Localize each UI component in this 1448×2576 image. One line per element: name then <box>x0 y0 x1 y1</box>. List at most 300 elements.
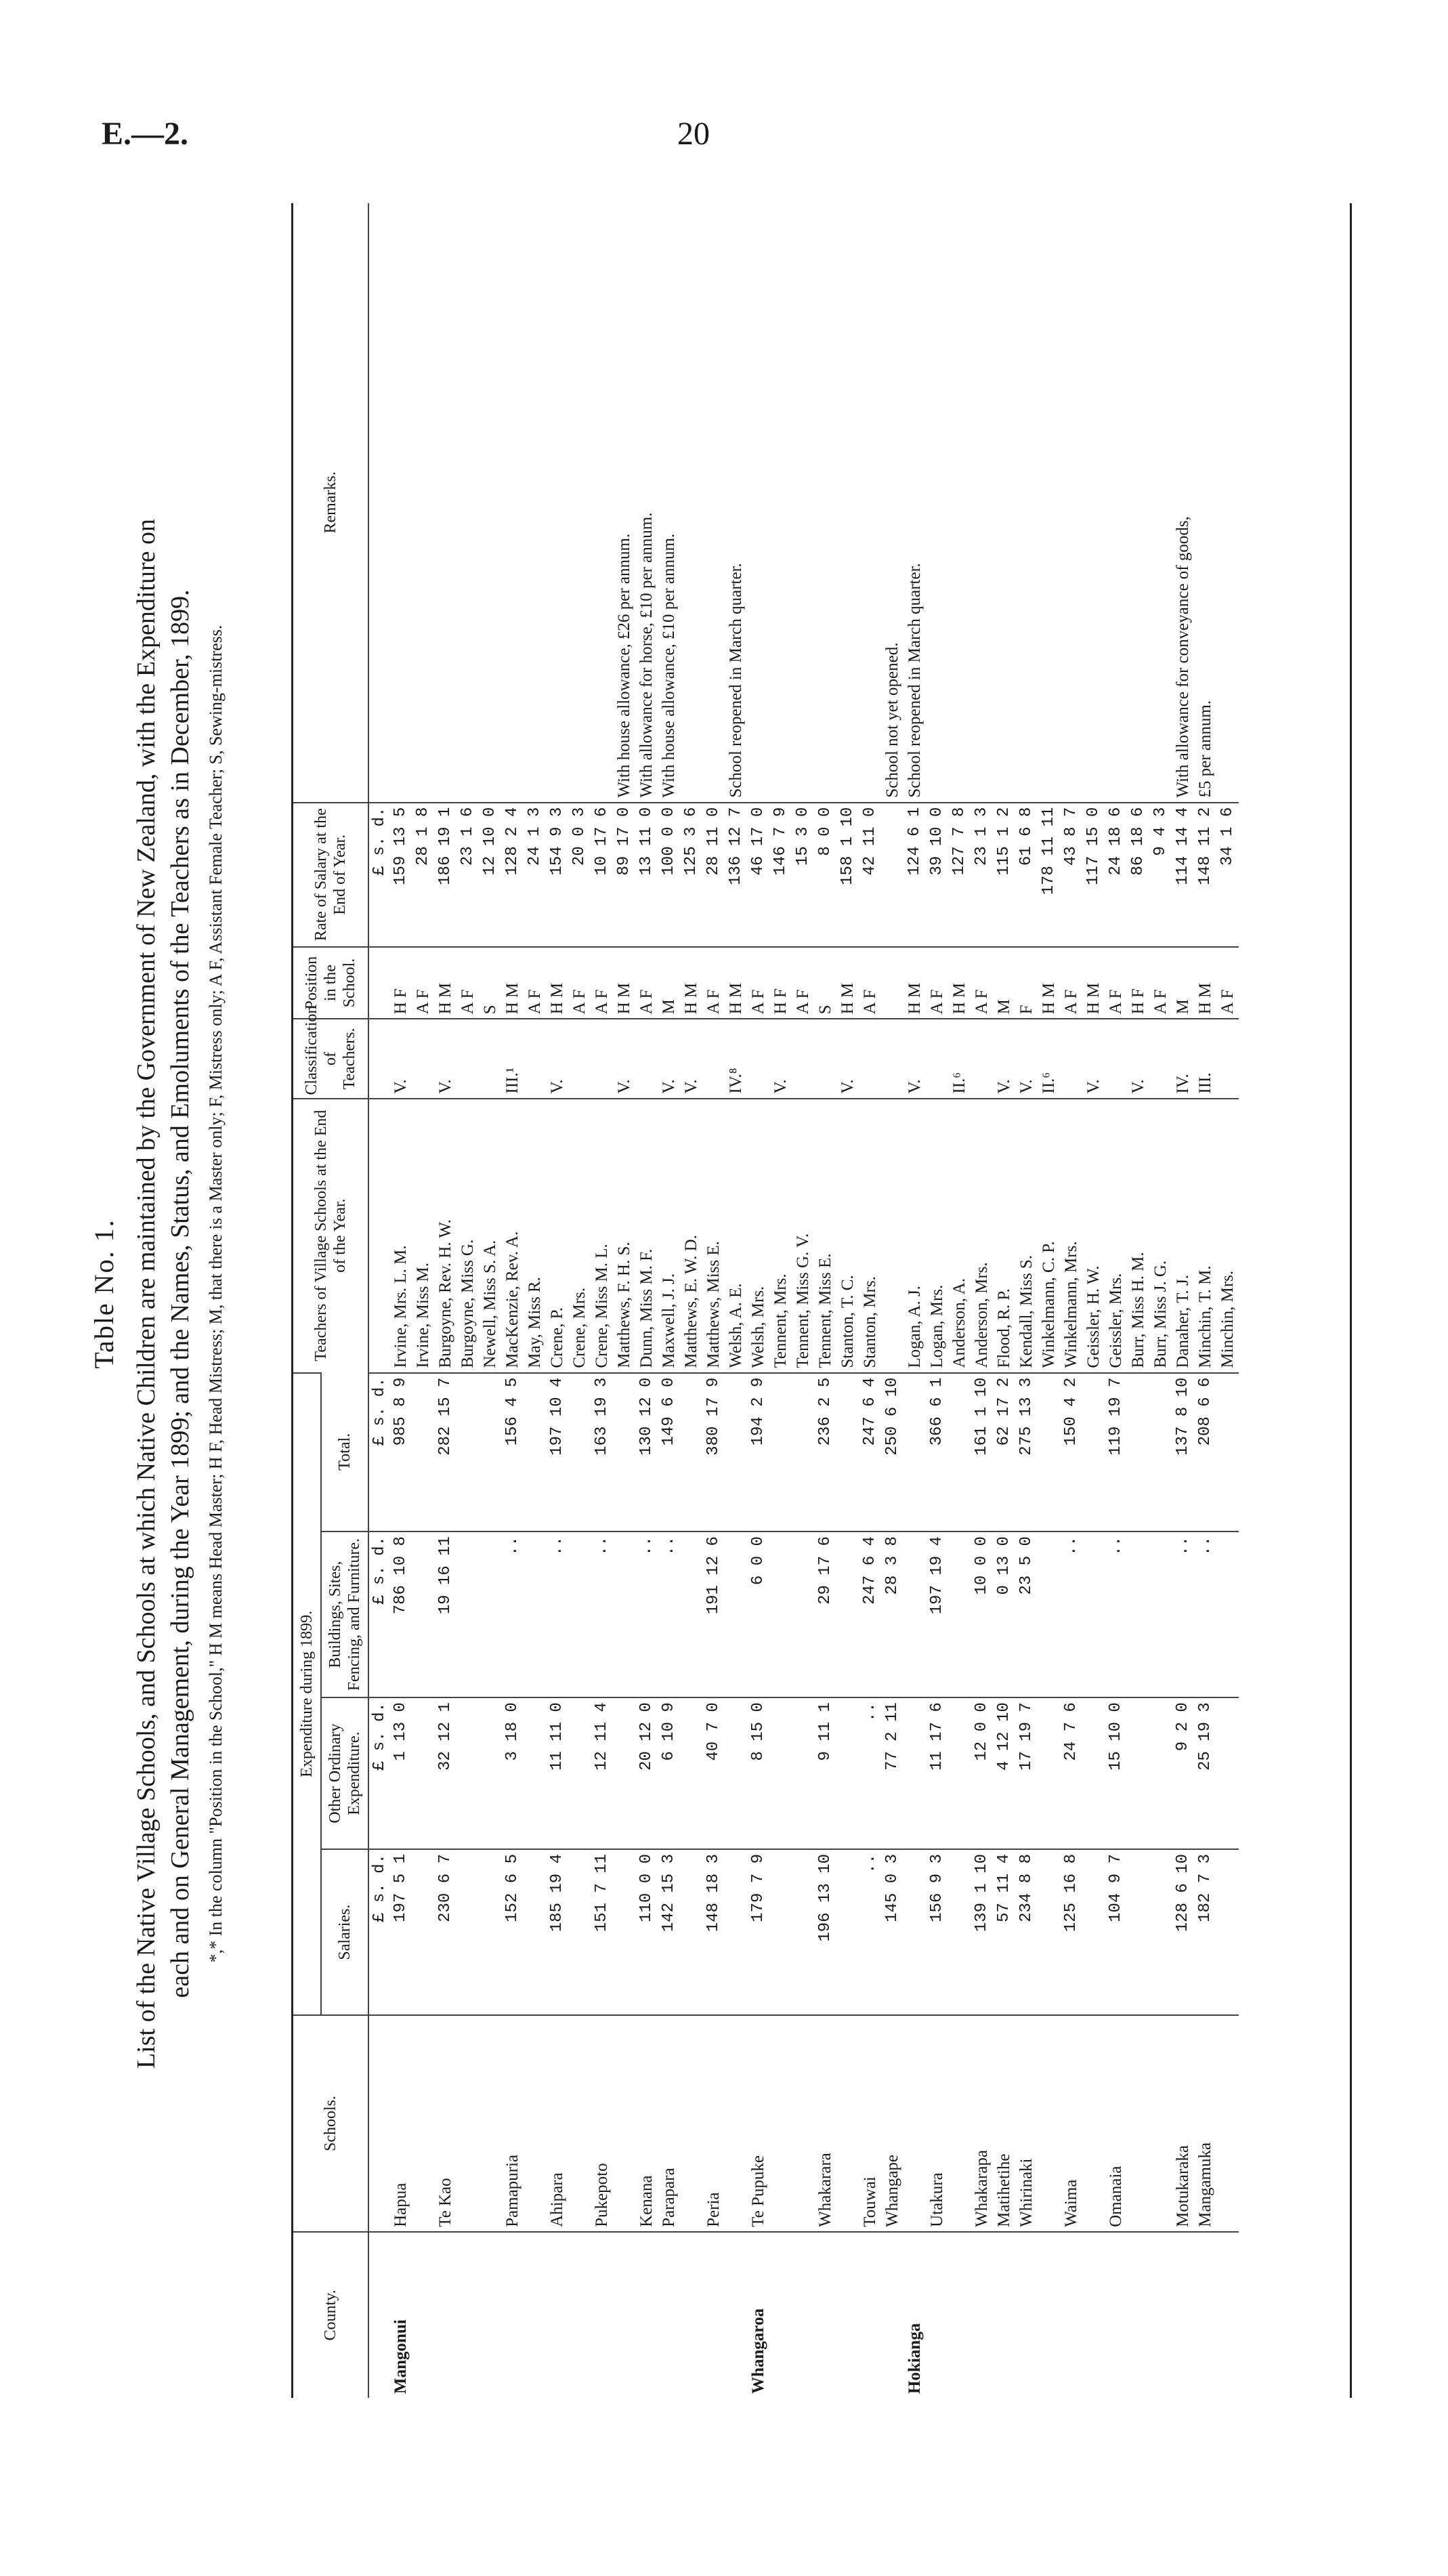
cell-position: A F <box>456 947 479 1019</box>
cell-school <box>1127 2015 1149 2232</box>
cell-rate: 159 13 5 <box>389 803 412 947</box>
cell-teacher: Burgoyne, Miss G. <box>456 1099 479 1373</box>
cell-other-expenditure: 9 11 1 <box>814 1697 836 1849</box>
cell-teacher: Welsh, A. E. <box>725 1099 747 1373</box>
cell-school <box>680 2015 702 2232</box>
cell-teacher: Matthews, Miss E. <box>702 1099 725 1373</box>
col-rate: Rate of Salary at the End of Year. <box>293 803 368 947</box>
cell-county <box>725 2232 747 2398</box>
cell-rate: 23 1 6 <box>456 803 479 947</box>
cell-total <box>412 1373 434 1532</box>
cell-total <box>1038 1373 1060 1532</box>
cell-county <box>1038 2232 1060 2398</box>
cell-rate: 43 8 7 <box>1060 803 1082 947</box>
col-salaries: Salaries. <box>321 1849 368 2015</box>
cell-total: 156 4 5 <box>501 1373 524 1532</box>
cell-county <box>993 2232 1015 2398</box>
cell-remarks: With allowance for horse, £10 per annum. <box>637 512 656 798</box>
cell-county: Mangonui <box>389 2232 412 2398</box>
cell-position: H M <box>948 947 971 1019</box>
cell-classification: V. <box>769 1019 792 1098</box>
cell-remarks <box>971 203 993 803</box>
cell-other-expenditure <box>1216 1697 1239 1849</box>
cell-remarks <box>1082 203 1105 803</box>
cell-buildings: .. <box>1105 1532 1127 1697</box>
col-classification: Classification of Teachers. <box>293 1019 368 1098</box>
col-total: Total. <box>321 1373 368 1532</box>
cell-teacher: Tennent, Miss E. <box>814 1099 836 1373</box>
cell-salaries: 125 16 8 <box>1060 1849 1082 2015</box>
cell-classification <box>479 1019 501 1098</box>
cell-county <box>613 2232 635 2398</box>
cell-salaries: 156 9 3 <box>926 1849 948 2015</box>
cell-other-expenditure <box>524 1697 546 1849</box>
cell-classification: V. <box>836 1019 859 1098</box>
cell-salaries <box>903 1849 926 2015</box>
table-row <box>814 203 836 2398</box>
cell-rate: 100 0 0 <box>658 803 680 947</box>
table-row <box>725 203 747 2398</box>
cell-rate: 42 11 0 <box>859 803 881 947</box>
cell-remarks <box>1060 203 1082 803</box>
cell-position: H M <box>434 947 456 1019</box>
cell-buildings <box>948 1532 971 1697</box>
cell-salaries: 145 0 3 <box>881 1849 903 2015</box>
cell-school <box>1149 2015 1172 2232</box>
cell-classification: V. <box>993 1019 1015 1098</box>
cell-classification: V. <box>1082 1019 1105 1098</box>
cell-county <box>680 2232 702 2398</box>
cell-county <box>814 2232 836 2398</box>
cell-rate: 24 18 6 <box>1105 803 1127 947</box>
cell-buildings: .. <box>591 1532 613 1697</box>
cell-salaries <box>680 1849 702 2015</box>
cell-salaries <box>524 1849 546 2015</box>
cell-rate: 186 19 1 <box>434 803 456 947</box>
cell-total <box>836 1373 859 1532</box>
cell-buildings: .. <box>546 1532 568 1697</box>
table-row <box>971 203 993 2398</box>
cell-rate: 8 0 0 <box>814 803 836 947</box>
cell-county <box>434 2232 456 2398</box>
cell-teacher: Crene, P. <box>546 1099 568 1373</box>
cell-total: 380 17 9 <box>702 1373 725 1532</box>
cell-rate: 13 11 0 <box>635 803 658 947</box>
table-row <box>635 203 658 2398</box>
cell-other-expenditure <box>769 1697 792 1849</box>
cell-rate: 20 0 3 <box>568 803 591 947</box>
cell-teacher <box>881 1099 903 1373</box>
table-row <box>1149 203 1172 2398</box>
cell-salaries <box>1216 1849 1239 2015</box>
cell-rate: 128 2 4 <box>501 803 524 947</box>
units-buildings: £ s. d. <box>368 1532 389 1697</box>
cell-total <box>769 1373 792 1532</box>
cell-buildings <box>792 1532 814 1697</box>
cell-classification: V. <box>680 1019 702 1098</box>
cell-total <box>948 1373 971 1532</box>
cell-buildings: .. <box>1060 1532 1082 1697</box>
cell-other-expenditure <box>1127 1697 1149 1849</box>
cell-other-expenditure <box>903 1697 926 1849</box>
cell-school: Hapua <box>389 2015 412 2232</box>
cell-position: M <box>1172 947 1194 1019</box>
cell-classification <box>971 1019 993 1098</box>
table-row <box>1015 203 1038 2398</box>
cell-school <box>948 2015 971 2232</box>
cell-buildings: .. <box>658 1532 680 1697</box>
cell-buildings: 0 13 0 <box>993 1532 1015 1697</box>
table-row <box>881 203 903 2398</box>
cell-rate: 89 17 0 <box>613 803 635 947</box>
cell-school: Mangamuka <box>1194 2015 1216 2232</box>
cell-teacher: Matthews, F. H. S. <box>613 1099 635 1373</box>
cell-teacher: May, Miss R. <box>524 1099 546 1373</box>
cell-remarks <box>546 203 568 803</box>
cell-position: M <box>993 947 1015 1019</box>
table-row <box>456 203 479 2398</box>
cell-total: 163 19 3 <box>591 1373 613 1532</box>
cell-position: H M <box>1082 947 1105 1019</box>
cell-school <box>479 2015 501 2232</box>
cell-buildings <box>568 1532 591 1697</box>
cell-county <box>546 2232 568 2398</box>
cell-classification <box>1060 1019 1082 1098</box>
cell-buildings <box>1038 1532 1060 1697</box>
cell-position: A F <box>635 947 658 1019</box>
cell-position: A F <box>412 947 434 1019</box>
cell-teacher: Danaher, T. J. <box>1172 1099 1194 1373</box>
cell-remarks <box>859 203 881 803</box>
cell-school: Utakura <box>926 2015 948 2232</box>
cell-other-expenditure: 12 11 4 <box>591 1697 613 1849</box>
table-row <box>769 203 792 2398</box>
table-row <box>1127 203 1149 2398</box>
cell-buildings: 786 10 8 <box>389 1532 412 1697</box>
cell-rate: 115 1 2 <box>993 803 1015 947</box>
cell-buildings <box>412 1532 434 1697</box>
cell-remarks: School reopened in March quarter. <box>727 563 745 798</box>
cell-rate: 114 14 4 <box>1172 803 1194 947</box>
cell-other-expenditure <box>725 1697 747 1849</box>
cell-rate: 148 11 2 <box>1194 803 1216 947</box>
cell-rate: 136 12 7 <box>725 803 747 947</box>
cell-school <box>412 2015 434 2232</box>
cell-rate: 61 6 8 <box>1015 803 1038 947</box>
cell-total: 161 1 10 <box>971 1373 993 1532</box>
cell-school <box>1216 2015 1239 2232</box>
table-title-line-2: each and on General Management, during the Year 1899; and the Names, Status, and Emoluments of the Teachers as in December, 1899. <box>166 589 194 1998</box>
cell-rate: 117 15 0 <box>1082 803 1105 947</box>
cell-other-expenditure <box>836 1697 859 1849</box>
cell-other-expenditure: 77 2 11 <box>881 1697 903 1849</box>
table-row <box>747 203 769 2398</box>
cell-salaries <box>568 1849 591 2015</box>
cell-classification <box>859 1019 881 1098</box>
cell-total <box>792 1373 814 1532</box>
cell-other-expenditure: .. <box>859 1697 881 1849</box>
cell-position: H M <box>613 947 635 1019</box>
cell-total <box>1082 1373 1105 1532</box>
cell-county: Whangaroa <box>747 2232 769 2398</box>
cell-teacher: Tennent, Mrs. <box>769 1099 792 1373</box>
cell-rate: 28 11 0 <box>702 803 725 947</box>
cell-school <box>568 2015 591 2232</box>
cell-rate: 34 1 6 <box>1216 803 1239 947</box>
cell-remarks <box>926 203 948 803</box>
cell-classification: III.¹ <box>501 1019 524 1098</box>
cell-remarks <box>747 203 769 803</box>
cell-rate: 127 7 8 <box>948 803 971 947</box>
cell-total: 119 19 7 <box>1105 1373 1127 1532</box>
cell-total: 250 6 10 <box>881 1373 903 1532</box>
table-body <box>368 203 1239 2398</box>
cell-position <box>881 947 903 1019</box>
cell-school: Motukaraka <box>1172 2015 1194 2232</box>
cell-teacher: Winkelmann, Mrs. <box>1060 1099 1082 1373</box>
cell-buildings <box>1127 1532 1149 1697</box>
cell-county <box>1127 2232 1149 2398</box>
table-title-block <box>88 190 284 2398</box>
cell-classification: V. <box>903 1019 926 1098</box>
cell-other-expenditure: 32 12 1 <box>434 1697 456 1849</box>
cell-school <box>1082 2015 1105 2232</box>
cell-total: 275 13 3 <box>1015 1373 1038 1532</box>
cell-school <box>836 2015 859 2232</box>
cell-teacher: Stanton, Mrs. <box>859 1099 881 1373</box>
cell-school: Parapara <box>658 2015 680 2232</box>
table-row <box>568 203 591 2398</box>
cell-remarks <box>993 203 1015 803</box>
col-county: County. <box>293 2232 368 2398</box>
cell-school: Kenana <box>635 2015 658 2232</box>
cell-position: H M <box>1194 947 1216 1019</box>
cell-position: A F <box>702 947 725 1019</box>
cell-county <box>1015 2232 1038 2398</box>
cell-teacher: Minchin, T. M. <box>1194 1099 1216 1373</box>
cell-classification: V. <box>389 1019 412 1098</box>
cell-buildings: .. <box>1172 1532 1194 1697</box>
cell-teacher: Geissler, H. W. <box>1082 1099 1105 1373</box>
cell-position: A F <box>591 947 613 1019</box>
schools-table <box>291 203 1352 2398</box>
cell-other-expenditure: 15 10 0 <box>1105 1697 1127 1849</box>
cell-classification <box>1216 1019 1239 1098</box>
cell-rate: 124 6 1 <box>903 803 926 947</box>
cell-total: 137 8 10 <box>1172 1373 1194 1532</box>
table-row <box>836 203 859 2398</box>
cell-buildings: 23 5 0 <box>1015 1532 1038 1697</box>
cell-teacher: Burr, Miss J. G. <box>1149 1099 1172 1373</box>
units-empty-county <box>368 2232 389 2398</box>
cell-total <box>1149 1373 1172 1532</box>
cell-county <box>591 2232 613 2398</box>
cell-total: 130 12 0 <box>635 1373 658 1532</box>
cell-position: H M <box>680 947 702 1019</box>
cell-classification <box>1105 1019 1127 1098</box>
cell-other-expenditure <box>792 1697 814 1849</box>
cell-buildings <box>836 1532 859 1697</box>
table-row <box>1038 203 1060 2398</box>
table-row <box>434 203 456 2398</box>
cell-buildings <box>1216 1532 1239 1697</box>
cell-other-expenditure <box>1082 1697 1105 1849</box>
cell-buildings <box>725 1532 747 1697</box>
cell-salaries: 185 19 4 <box>546 1849 568 2015</box>
cell-position: A F <box>1216 947 1239 1019</box>
cell-remarks: With house allowance, £26 per annum. <box>615 533 633 798</box>
cell-classification <box>635 1019 658 1098</box>
cell-rate: 12 10 0 <box>479 803 501 947</box>
cell-rate: 9 4 3 <box>1149 803 1172 947</box>
cell-other-expenditure: 11 11 0 <box>546 1697 568 1849</box>
position-footnote: *,* In the column "Position in the School," H M means Head Master; H F, Head Mistress; M, that there is a Master only; F, Mistress only; A F, Assistant Female Teacher; S, Sewing-mistress. <box>206 625 226 1963</box>
cell-salaries <box>412 1849 434 2015</box>
cell-county <box>836 2232 859 2398</box>
cell-salaries <box>836 1849 859 2015</box>
units-empty-pos <box>368 947 389 1019</box>
cell-classification <box>881 1019 903 1098</box>
table-row <box>903 203 926 2398</box>
cell-position: H F <box>1127 947 1149 1019</box>
cell-classification <box>814 1019 836 1098</box>
cell-remarks <box>948 203 971 803</box>
col-other-expenditure: Other Ordinary Expenditure. <box>321 1697 368 1849</box>
cell-position: A F <box>1105 947 1127 1019</box>
cell-salaries <box>1127 1849 1149 2015</box>
cell-classification <box>412 1019 434 1098</box>
cell-position: A F <box>747 947 769 1019</box>
cell-teacher: MacKenzie, Rev. A. <box>501 1099 524 1373</box>
cell-salaries: 182 7 3 <box>1194 1849 1216 2015</box>
cell-school <box>456 2015 479 2232</box>
cell-county: Hokianga <box>903 2232 926 2398</box>
cell-classification <box>926 1019 948 1098</box>
cell-buildings: 28 3 8 <box>881 1532 903 1697</box>
cell-salaries <box>613 1849 635 2015</box>
cell-position: A F <box>524 947 546 1019</box>
cell-school: Omanaia <box>1105 2015 1127 2232</box>
cell-county <box>971 2232 993 2398</box>
cell-county <box>1194 2232 1216 2398</box>
cell-total <box>725 1373 747 1532</box>
table-row <box>1216 203 1239 2398</box>
cell-teacher: Burr, Miss H. M. <box>1127 1099 1149 1373</box>
cell-position: A F <box>1149 947 1172 1019</box>
cell-other-expenditure: 40 7 0 <box>702 1697 725 1849</box>
cell-total <box>568 1373 591 1532</box>
cell-county <box>948 2232 971 2398</box>
cell-position: H M <box>836 947 859 1019</box>
table-row <box>792 203 814 2398</box>
cell-classification <box>702 1019 725 1098</box>
cell-remarks <box>1216 203 1239 803</box>
table-row <box>1082 203 1105 2398</box>
cell-total: 150 4 2 <box>1060 1373 1082 1532</box>
col-buildings: Buildings, Sites, Fencing, and Furniture. <box>321 1532 368 1697</box>
cell-classification: V. <box>1127 1019 1149 1098</box>
cell-total: 197 10 4 <box>546 1373 568 1532</box>
cell-county <box>479 2232 501 2398</box>
cell-remarks <box>1105 203 1127 803</box>
cell-rate <box>881 803 903 947</box>
cell-school <box>769 2015 792 2232</box>
cell-total <box>903 1373 926 1532</box>
units-total: £ s. d. <box>368 1373 389 1532</box>
cell-school <box>903 2015 926 2232</box>
table-row <box>591 203 613 2398</box>
cell-teacher: Tennent, Miss G. V. <box>792 1099 814 1373</box>
units-empty-teacher <box>368 1099 389 1373</box>
table-row <box>524 203 546 2398</box>
cell-salaries <box>456 1849 479 2015</box>
cell-salaries: 152 6 5 <box>501 1849 524 2015</box>
cell-school: Whangape <box>881 2015 903 2232</box>
cell-remarks <box>1127 203 1149 803</box>
col-schools: Schools. <box>293 2015 368 2232</box>
cell-classification <box>1149 1019 1172 1098</box>
cell-rate: 10 17 6 <box>591 803 613 947</box>
cell-buildings: .. <box>501 1532 524 1697</box>
cell-school: Te Kao <box>434 2015 456 2232</box>
cell-salaries: 148 18 3 <box>702 1849 725 2015</box>
cell-school: Whirinaki <box>1015 2015 1038 2232</box>
cell-teacher: Dunn, Miss M. F. <box>635 1099 658 1373</box>
cell-rate: 15 3 0 <box>792 803 814 947</box>
cell-position: A F <box>971 947 993 1019</box>
units-empty-remarks <box>368 203 389 803</box>
cell-salaries: .. <box>859 1849 881 2015</box>
cell-remarks <box>1149 203 1172 803</box>
cell-teacher: Matthews, E. W. D. <box>680 1099 702 1373</box>
cell-remarks <box>769 203 792 803</box>
cell-total <box>1127 1373 1149 1532</box>
cell-salaries: 139 1 10 <box>971 1849 993 2015</box>
cell-salaries: 151 7 11 <box>591 1849 613 2015</box>
cell-other-expenditure: 6 10 9 <box>658 1697 680 1849</box>
table-row <box>993 203 1015 2398</box>
col-position: Position in the School. <box>293 947 368 1019</box>
cell-classification: V. <box>1015 1019 1038 1098</box>
table-row <box>658 203 680 2398</box>
cell-teacher: Irvine, Miss M. <box>412 1099 434 1373</box>
cell-county <box>456 2232 479 2398</box>
cell-school: Pamapuria <box>501 2015 524 2232</box>
cell-classification: II.⁶ <box>1038 1019 1060 1098</box>
cell-total <box>524 1373 546 1532</box>
cell-county <box>1149 2232 1172 2398</box>
cell-classification <box>747 1019 769 1098</box>
cell-buildings: 197 19 4 <box>926 1532 948 1697</box>
cell-teacher: Anderson, A. <box>948 1099 971 1373</box>
cell-school: Matihetihe <box>993 2015 1015 2232</box>
table-row <box>546 203 568 2398</box>
cell-total: 366 6 1 <box>926 1373 948 1532</box>
cell-position: H F <box>769 947 792 1019</box>
cell-rate: 39 10 0 <box>926 803 948 947</box>
col-teachers: Teachers of Village Schools at the End of the Year. <box>293 1099 368 1373</box>
cell-remarks <box>814 203 836 803</box>
table-title-line-1: List of the Native Village Schools, and Schools at which Native Children are maintained by the Government of New Zealand, with the Expenditure on <box>132 518 161 2069</box>
cell-school <box>613 2015 635 2232</box>
table-row <box>1194 203 1216 2398</box>
cell-total <box>479 1373 501 1532</box>
cell-county <box>792 2232 814 2398</box>
cell-buildings <box>456 1532 479 1697</box>
cell-position: H M <box>725 947 747 1019</box>
cell-remarks: With house allowance, £10 per annum. <box>660 533 678 798</box>
cell-school: Pukepoto <box>591 2015 613 2232</box>
